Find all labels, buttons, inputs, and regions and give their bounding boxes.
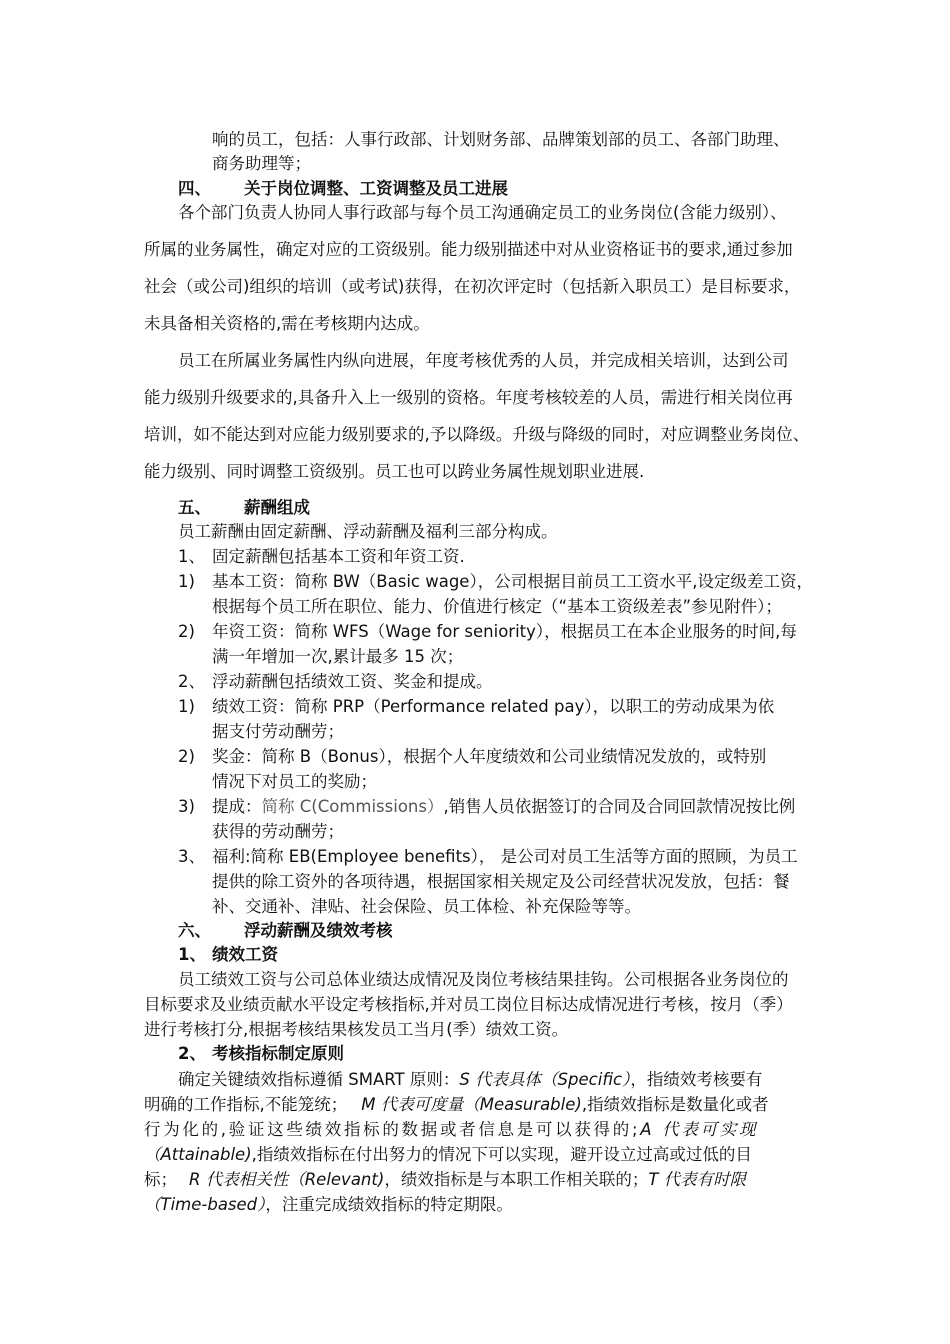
intro-line-2: 商务助理等； <box>212 154 311 173</box>
smart-text: ，绩效指标是与本职工作相关联的； <box>384 1170 649 1189</box>
list-item-text: 年资工资：简称 WFS（Wage for seniority），根据员工在本企业服务的时间,每 <box>212 622 797 641</box>
smart-text: 行为化的,验证这些绩效指标的数据或者信息是可以获得的; <box>144 1120 641 1139</box>
smart-line-5 <box>144 1168 746 1192</box>
section-5-title: 薪酬组成 <box>244 498 310 517</box>
section-4-para2-line2: 能力级别升级要求的,具备升入上一级别的资格。年度考核较差的人员，需进行相关岗位再 <box>144 388 793 407</box>
smart-text: ,指绩效指标在付出努力的情况下可以实现，避开设立过高或过低的目 <box>251 1145 752 1164</box>
subsection-1-number: 1、 <box>178 945 206 964</box>
commission-abbrev: 简称 C(Commissions） <box>261 797 444 816</box>
section-4-para1-line4: 未具备相关资格的,需在考核期内达成。 <box>144 314 430 333</box>
list-number: 2) <box>178 622 195 641</box>
section-4-number: 四、 <box>178 179 211 198</box>
smart-measurable: M 代表可度量（Measurable) <box>361 1095 582 1114</box>
smart-line-6 <box>144 1193 513 1217</box>
section-6-para1-line3: 进行考核打分,根据考核结果核发员工当月(季）绩效工资。 <box>144 1020 569 1039</box>
list-number: 3、 <box>178 847 205 866</box>
commission-desc: ,销售人员依据签订的合同及合同回款情况按比例 <box>443 797 796 816</box>
list-item-text: 满一年增加一次,累计最多 15 次； <box>212 647 464 666</box>
smart-text: ,指绩效指标是数量化或者 <box>581 1095 769 1114</box>
list-item-text-line <box>212 795 795 819</box>
list-item-text: 绩效工资：简称 PRP（Performance related pay），以职工的劳动成果为依 <box>212 697 775 716</box>
list-item-text: 基本工资：简称 BW（Basic wage），公司根据目前员工工资水平,设定级差工资， <box>212 572 813 591</box>
smart-attainable: A 代表可实现 <box>640 1120 759 1139</box>
section-6-para1-line1: 员工绩效工资与公司总体业绩达成情况及岗位考核结果挂钩。公司根据各业务岗位的 <box>178 970 789 989</box>
subsection-2-title: 考核指标制定原则 <box>212 1044 344 1063</box>
section-4-para2-line4: 能力级别、同时调整工资级别。员工也可以跨业务属性规划职业进展. <box>144 462 645 481</box>
subsection-1-title: 绩效工资 <box>212 945 278 964</box>
smart-time-based-en: （Time-based） <box>144 1195 266 1214</box>
list-item-text: 根据每个员工所在职位、能力、价值进行核定（“基本工资级差表”参见附件）； <box>212 597 782 616</box>
smart-text: 确定关键绩效指标遵循 SMART 原则： <box>178 1070 460 1089</box>
smart-specific: S 代表具体（Specific） <box>459 1070 631 1089</box>
section-4-para2-line1: 员工在所属业务属性内纵向进展，年度考核优秀的人员，并完成相关培训，达到公司 <box>178 351 789 370</box>
list-item-text: 据支付劳动酬劳； <box>212 722 344 741</box>
section-4-para1-line2: 所属的业务属性，确定对应的工资级别。能力级别描述中对从业资格证书的要求,通过参加 <box>144 240 793 259</box>
smart-line-3 <box>144 1118 758 1142</box>
list-number: 2、 <box>178 672 205 691</box>
list-item-text: 提供的除工资外的各项待遇，根据国家相关规定及公司经营状况发放，包括：餐 <box>212 872 790 891</box>
section-6-title: 浮动薪酬及绩效考核 <box>244 921 393 940</box>
commission-label: 提成： <box>212 797 262 816</box>
subsection-2-number: 2、 <box>178 1044 206 1063</box>
section-4-para1-line3: 社会（或公司)组织的培训（或考试)获得，在初次评定时（包括新入职员工）是目标要求， <box>144 277 801 296</box>
smart-relevant: R 代表相关性（Relevant) <box>189 1170 385 1189</box>
list-item-text: 获得的劳动酬劳； <box>212 822 344 841</box>
section-4-para1-line1: 各个部门负责人协同人事行政部与每个员工沟通确定员工的业务岗位(含能力级别）、 <box>178 203 787 222</box>
smart-text: ，指绩效考核要有 <box>630 1070 763 1089</box>
list-number: 1) <box>178 572 195 591</box>
list-item-text: 福利:简称 EB(Employee benefits）， 是公司对员工生活等方面的照顾，为员工 <box>212 847 798 866</box>
smart-text: ，注重完成绩效指标的特定期限。 <box>265 1195 513 1214</box>
smart-text: 明确的工作指标,不能笼统； <box>144 1095 348 1114</box>
list-item-text: 奖金：简称 B（Bonus），根据个人年度绩效和公司业绩情况发放的，或特别 <box>212 747 767 766</box>
smart-time-based: T 代表有时限 <box>648 1170 747 1189</box>
smart-attainable-en: （Attainable) <box>144 1145 252 1164</box>
list-number: 1、 <box>178 547 205 566</box>
section-4-title: 关于岗位调整、工资调整及员工进展 <box>244 179 508 198</box>
smart-line-2 <box>144 1093 769 1117</box>
section-5-intro: 员工薪酬由固定薪酬、浮动薪酬及福利三部分构成。 <box>178 522 558 541</box>
smart-line-4 <box>144 1143 752 1167</box>
list-item-text: 补、交通补、津贴、社会保险、员工体检、补充保险等等。 <box>212 897 641 916</box>
list-number: 3) <box>178 797 195 816</box>
list-number: 2) <box>178 747 195 766</box>
list-item-text: 情况下对员工的奖励； <box>212 772 377 791</box>
list-item-text: 固定薪酬包括基本工资和年资工资. <box>212 547 465 566</box>
section-6-number: 六、 <box>178 921 211 940</box>
list-item-text: 浮动薪酬包括绩效工资、奖金和提成。 <box>212 672 493 691</box>
section-5-number: 五、 <box>178 498 211 517</box>
smart-line-1 <box>178 1068 762 1092</box>
section-4-para2-line3: 培训，如不能达到对应能力级别要求的,予以降级。升级与降级的同时，对应调整业务岗位、 <box>144 425 810 444</box>
list-number: 1) <box>178 697 195 716</box>
smart-text: 标； <box>144 1170 177 1189</box>
intro-line-1: 响的员工，包括：人事行政部、计划财务部、品牌策划部的员工、各部门助理、 <box>212 130 790 149</box>
section-6-para1-line2: 目标要求及业绩贡献水平设定考核指标,并对员工岗位目标达成情况进行考核，按月（季） <box>144 995 793 1014</box>
